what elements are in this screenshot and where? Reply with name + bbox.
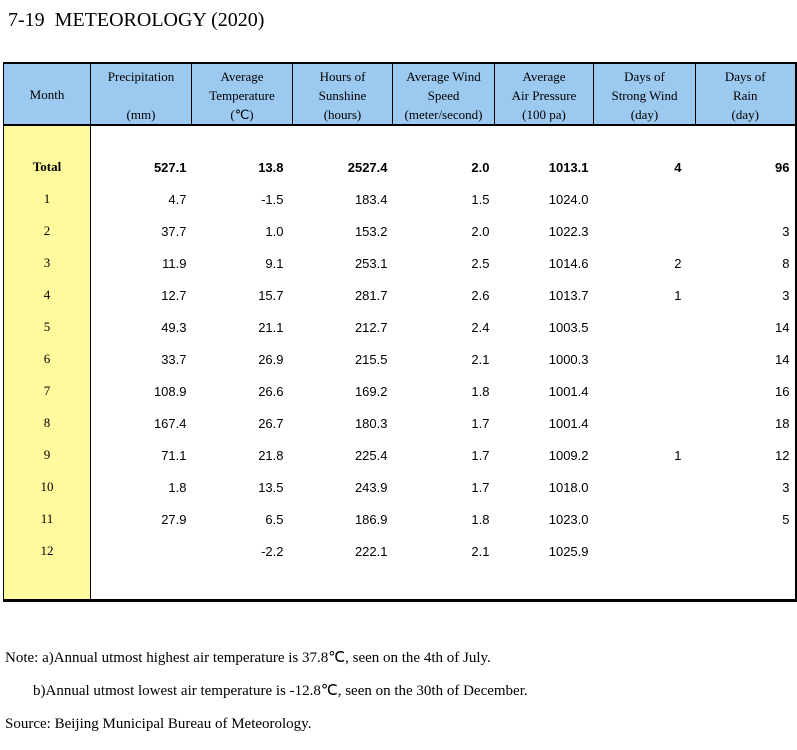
filler-cell bbox=[91, 567, 796, 600]
cell-rain-days: 14 bbox=[775, 351, 790, 367]
cell-sunshine-hours: 153.2 bbox=[354, 223, 388, 239]
table-header bbox=[4, 63, 796, 125]
column-header-unit: (hours) bbox=[323, 107, 362, 122]
table-row-month-8 bbox=[4, 407, 796, 439]
cell-sunshine-hours: 281.7 bbox=[354, 287, 388, 303]
cell-rain-days bbox=[696, 535, 796, 567]
column-header-sunshine-hours bbox=[293, 63, 393, 125]
cell-strong-wind-days bbox=[594, 215, 696, 247]
meteorology-table bbox=[3, 62, 797, 602]
cell-strong-wind-days bbox=[594, 471, 696, 503]
column-header-avg-air-pressure bbox=[495, 63, 594, 125]
cell-rain-days: 18 bbox=[775, 415, 790, 431]
column-header-label: Strong Wind bbox=[611, 88, 678, 103]
cell-avg-wind-speed: 1.8 bbox=[471, 511, 490, 527]
column-header-rain-days bbox=[696, 63, 796, 125]
cell-precipitation: 37.7 bbox=[161, 223, 187, 239]
cell-strong-wind-days: 2 bbox=[674, 255, 682, 271]
row-label: 2 bbox=[4, 215, 91, 247]
cell-avg-temperature: 13.5 bbox=[258, 479, 284, 495]
column-header-month bbox=[4, 63, 91, 125]
table-row-month-10 bbox=[4, 471, 796, 503]
cell-sunshine-hours: 222.1 bbox=[354, 543, 388, 559]
cell-strong-wind-days bbox=[594, 343, 696, 375]
cell-rain-days: 8 bbox=[782, 255, 790, 271]
cell-avg-air-pressure: 1018.0 bbox=[548, 479, 589, 495]
cell-avg-air-pressure: 1022.3 bbox=[548, 223, 589, 239]
note-a: Note: a)Annual utmost highest air temperature is 37.8℃, seen on the 4th of July. bbox=[5, 649, 491, 666]
cell-avg-air-pressure: 1023.0 bbox=[548, 511, 589, 527]
cell-avg-wind-speed: 2.0 bbox=[471, 223, 490, 239]
cell-rain-days: 3 bbox=[782, 479, 790, 495]
cell-strong-wind-days bbox=[594, 503, 696, 535]
cell-avg-wind-speed: 1.5 bbox=[471, 191, 490, 207]
header-row bbox=[4, 63, 796, 125]
column-header-unit: (day) bbox=[630, 107, 659, 122]
cell-rain-days: 14 bbox=[775, 319, 790, 335]
cell-precipitation: 1.8 bbox=[168, 479, 187, 495]
cell-sunshine-hours: 183.4 bbox=[354, 191, 388, 207]
row-label: 10 bbox=[4, 471, 91, 503]
cell-sunshine-hours: 243.9 bbox=[354, 479, 388, 495]
cell-precipitation: 71.1 bbox=[161, 447, 187, 463]
cell-strong-wind-days bbox=[594, 375, 696, 407]
cell-avg-air-pressure: 1009.2 bbox=[548, 447, 589, 463]
cell-sunshine-hours: 212.7 bbox=[354, 319, 388, 335]
cell-precipitation: 108.9 bbox=[153, 383, 187, 399]
cell-avg-temperature: -2.2 bbox=[261, 543, 284, 559]
cell-avg-air-pressure: 1003.5 bbox=[548, 319, 589, 335]
cell-strong-wind-days: 1 bbox=[674, 287, 682, 303]
cell-strong-wind-days bbox=[594, 535, 696, 567]
cell-rain-days: 3 bbox=[782, 287, 790, 303]
cell-sunshine-hours: 253.1 bbox=[354, 255, 388, 271]
cell-avg-temperature: -1.5 bbox=[261, 191, 284, 207]
cell-avg-air-pressure: 1014.6 bbox=[548, 255, 589, 271]
cell-sunshine-hours: 2527.4 bbox=[347, 159, 388, 175]
cell-sunshine-hours: 180.3 bbox=[354, 415, 388, 431]
column-header-label: Average Wind bbox=[406, 69, 481, 84]
column-header-unit: (mm) bbox=[126, 107, 156, 122]
cell-avg-temperature: 9.1 bbox=[265, 255, 284, 271]
month-column-filler bbox=[4, 567, 91, 600]
table-row-month-12 bbox=[4, 535, 796, 567]
table-body bbox=[4, 125, 796, 600]
column-header-label: Rain bbox=[732, 88, 758, 103]
cell-avg-temperature: 21.1 bbox=[258, 319, 284, 335]
cell-avg-wind-speed: 2.4 bbox=[471, 319, 490, 335]
cell-precipitation: 49.3 bbox=[161, 319, 187, 335]
cell-avg-temperature: 1.0 bbox=[265, 223, 284, 239]
row-label: 9 bbox=[4, 439, 91, 471]
cell-avg-temperature: 26.6 bbox=[258, 383, 284, 399]
table-row-month-4 bbox=[4, 279, 796, 311]
cell-avg-wind-speed: 2.0 bbox=[471, 159, 490, 175]
row-label: 11 bbox=[4, 503, 91, 535]
row-label: 3 bbox=[4, 247, 91, 279]
cell-precipitation: 167.4 bbox=[153, 415, 187, 431]
source-note: Source: Beijing Municipal Bureau of Meteorology. bbox=[5, 715, 312, 732]
cell-avg-wind-speed: 2.6 bbox=[471, 287, 490, 303]
row-label: 4 bbox=[4, 279, 91, 311]
spacer-cell bbox=[91, 125, 796, 151]
table-row-month-2 bbox=[4, 215, 796, 247]
cell-sunshine-hours: 169.2 bbox=[354, 383, 388, 399]
row-label: 6 bbox=[4, 343, 91, 375]
note-b: b)Annual utmost lowest air temperature is -12.8℃, seen on the 30th of December. bbox=[33, 682, 528, 699]
column-header-label: Air Pressure bbox=[511, 88, 577, 103]
cell-avg-wind-speed: 1.7 bbox=[471, 415, 490, 431]
page-title: 7-19 METEOROLOGY (2020) bbox=[8, 9, 265, 31]
column-header-label: Days of bbox=[724, 69, 766, 84]
table-row-month-7 bbox=[4, 375, 796, 407]
cell-avg-wind-speed: 1.7 bbox=[471, 479, 490, 495]
row-label: 12 bbox=[4, 535, 91, 567]
table-row-month-11 bbox=[4, 503, 796, 535]
cell-strong-wind-days bbox=[594, 311, 696, 343]
cell-avg-air-pressure: 1001.4 bbox=[548, 415, 589, 431]
column-header-label: Precipitation bbox=[107, 69, 175, 84]
cell-precipitation: 12.7 bbox=[161, 287, 187, 303]
cell-rain-days: 16 bbox=[775, 383, 790, 399]
column-header-label: Average bbox=[522, 69, 566, 84]
footnotes bbox=[5, 649, 797, 734]
cell-precipitation: 4.7 bbox=[168, 191, 187, 207]
column-header-label: Month bbox=[29, 86, 65, 102]
cell-avg-wind-speed: 2.1 bbox=[471, 351, 490, 367]
cell-precipitation: 11.9 bbox=[162, 255, 187, 271]
spacer-row bbox=[4, 125, 796, 151]
table-row-month-6 bbox=[4, 343, 796, 375]
row-label: 5 bbox=[4, 311, 91, 343]
column-header-unit: (day) bbox=[731, 107, 759, 122]
cell-avg-wind-speed: 1.7 bbox=[471, 447, 490, 463]
cell-rain-days bbox=[696, 183, 796, 215]
cell-avg-air-pressure: 1024.0 bbox=[548, 191, 589, 207]
cell-rain-days: 12 bbox=[775, 447, 790, 463]
cell-avg-air-pressure: 1001.4 bbox=[548, 383, 589, 399]
cell-precipitation: 33.7 bbox=[161, 351, 187, 367]
filler-row bbox=[4, 567, 796, 600]
cell-avg-wind-speed: 1.8 bbox=[471, 383, 490, 399]
column-header-label: Hours of bbox=[319, 69, 366, 84]
column-header-unit: (meter/second) bbox=[404, 107, 483, 122]
cell-avg-wind-speed: 2.1 bbox=[471, 543, 490, 559]
column-header-label bbox=[91, 86, 191, 105]
cell-avg-temperature: 26.7 bbox=[258, 415, 284, 431]
column-header-unit: (℃) bbox=[230, 107, 254, 122]
column-header-precipitation bbox=[91, 63, 192, 125]
cell-avg-air-pressure: 1013.7 bbox=[548, 287, 589, 303]
cell-precipitation bbox=[91, 535, 192, 567]
cell-precipitation: 27.9 bbox=[161, 511, 187, 527]
table-row-month-5 bbox=[4, 311, 796, 343]
cell-avg-temperature: 13.8 bbox=[258, 159, 284, 175]
table-row-month-9 bbox=[4, 439, 796, 471]
cell-strong-wind-days bbox=[594, 183, 696, 215]
column-header-label: Average bbox=[220, 69, 264, 84]
column-header-label: Temperature bbox=[209, 88, 275, 103]
column-header-unit: (100 pa) bbox=[522, 107, 566, 122]
row-label: 8 bbox=[4, 407, 91, 439]
column-header-label: Days of bbox=[624, 69, 665, 84]
cell-precipitation: 527.1 bbox=[153, 159, 187, 175]
page bbox=[0, 8, 797, 750]
cell-rain-days: 96 bbox=[775, 159, 790, 175]
table-row-total bbox=[4, 151, 796, 183]
column-header-avg-temperature bbox=[192, 63, 293, 125]
cell-sunshine-hours: 186.9 bbox=[354, 511, 388, 527]
cell-rain-days: 3 bbox=[782, 223, 790, 239]
cell-sunshine-hours: 225.4 bbox=[354, 447, 388, 463]
cell-avg-air-pressure: 1025.9 bbox=[548, 543, 589, 559]
row-label: 7 bbox=[4, 375, 91, 407]
cell-avg-temperature: 15.7 bbox=[258, 287, 284, 303]
table-row-month-1 bbox=[4, 183, 796, 215]
month-column-spacer bbox=[4, 125, 91, 151]
cell-avg-temperature: 6.5 bbox=[265, 511, 284, 527]
cell-avg-air-pressure: 1000.3 bbox=[548, 351, 589, 367]
cell-avg-wind-speed: 2.5 bbox=[471, 255, 490, 271]
cell-rain-days: 5 bbox=[782, 511, 790, 527]
row-label: 1 bbox=[4, 183, 91, 215]
cell-strong-wind-days: 4 bbox=[674, 159, 682, 175]
cell-sunshine-hours: 215.5 bbox=[354, 351, 388, 367]
column-header-label: Sunshine bbox=[318, 88, 367, 103]
row-label: Total bbox=[4, 151, 91, 183]
cell-avg-temperature: 21.8 bbox=[258, 447, 284, 463]
cell-strong-wind-days bbox=[594, 407, 696, 439]
column-header-label: Speed bbox=[427, 88, 460, 103]
column-header-avg-wind-speed bbox=[393, 63, 495, 125]
column-header-strong-wind-days bbox=[594, 63, 696, 125]
table-row-month-3 bbox=[4, 247, 796, 279]
cell-avg-air-pressure: 1013.1 bbox=[548, 159, 589, 175]
cell-strong-wind-days: 1 bbox=[674, 447, 682, 463]
cell-avg-temperature: 26.9 bbox=[258, 351, 284, 367]
